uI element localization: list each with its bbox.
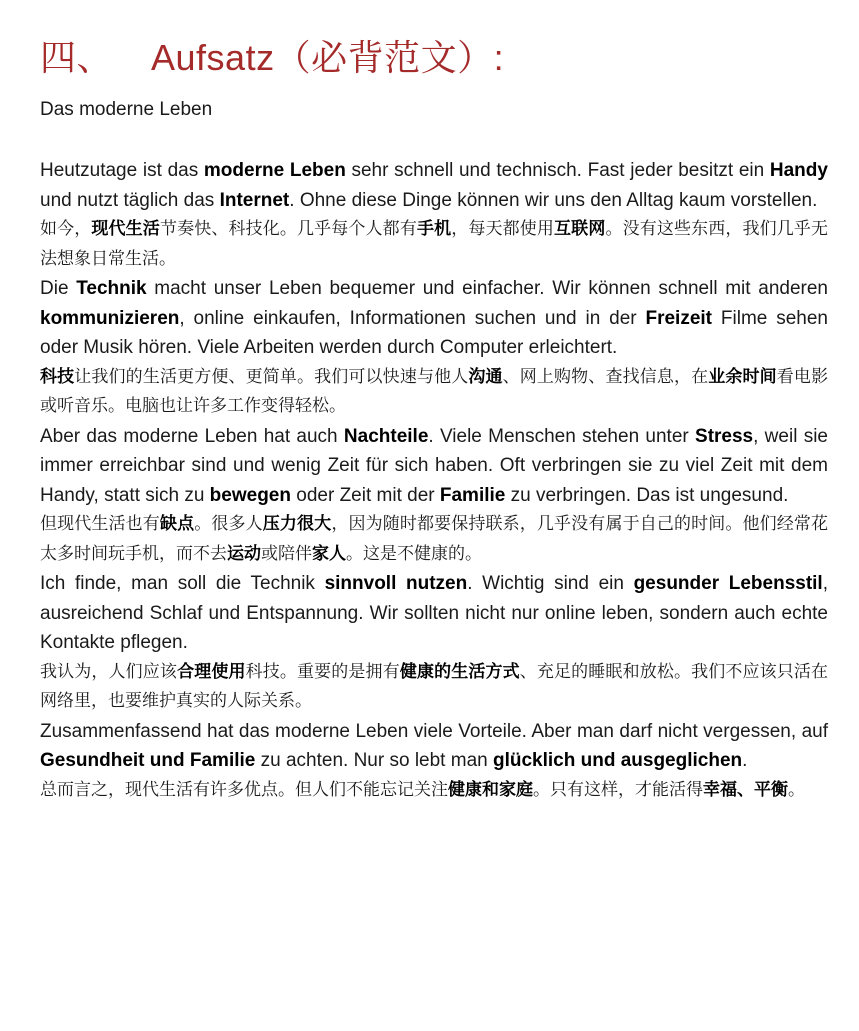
section-heading <box>40 34 504 83</box>
text-segment: 。很多人 <box>194 514 263 534</box>
keyword-bold: 沟通 <box>468 366 503 387</box>
keyword-bold: 幸福、平衡 <box>703 779 788 800</box>
text-segment: 看电影或听音乐。电脑也让许多工作变得轻松。 <box>40 366 829 416</box>
text-segment: macht unser Leben bequemer und einfacher. Wir können schnell mit anderen <box>146 278 828 299</box>
text-segment: ，因为随时都要保持联系，几乎没有属于自己的时间。他们经常花太多时间玩手机，而不去 <box>40 514 829 564</box>
keyword-bold: 手机 <box>416 219 452 239</box>
text-segment: 。这是不健康的。 <box>346 543 482 564</box>
keyword-bold: 互联网 <box>554 219 606 239</box>
keyword-bold: 健康和家庭 <box>448 779 533 800</box>
text-segment: Zusammenfassend hat das moderne Leben viele Vorteile. Aber man darf nicht vergessen, auf <box>40 720 828 742</box>
keyword-bold: glücklich und ausgeglichen <box>492 750 743 771</box>
text-segment: , online einkaufen, Informationen suchen und in der <box>179 307 646 329</box>
chinese-paragraph <box>40 363 828 422</box>
keyword-bold: 家人 <box>312 543 346 564</box>
text-segment: , weil sie immer erreichbar sind und wenig Zeit für sich haben. Oft verbringen sie zu viel Zeit mit dem Handy, statt sich zu <box>40 425 828 506</box>
chinese-paragraph <box>40 776 828 806</box>
text-segment: 我认为，人们应该 <box>40 661 178 682</box>
keyword-bold: sinnvoll nutzen <box>324 573 468 594</box>
keyword-bold: 业余时间 <box>708 366 777 387</box>
chinese-paragraph <box>40 510 828 569</box>
text-segment: Die <box>40 278 77 299</box>
german-paragraph <box>40 156 828 215</box>
text-segment: sehr schnell und technisch. Fast jeder besitzt ein <box>345 160 770 181</box>
text-segment: 让我们的生活更方便、更简单。我们可以快速与他人 <box>74 366 469 387</box>
chinese-paragraph <box>40 215 828 274</box>
section-title: Aufsatz（必背范文）: <box>151 37 505 78</box>
text-segment: , ausreichend Schlaf und Entspannung. Wir sollten nicht nur online leben, sondern auch echte Kontakte pflegen. <box>40 573 828 653</box>
chinese-paragraph <box>40 658 828 717</box>
text-segment: 或陪伴 <box>261 543 312 564</box>
keyword-bold: 科技 <box>40 366 75 387</box>
german-paragraph <box>40 422 828 511</box>
keyword-bold: 现代生活 <box>91 219 160 239</box>
keyword-bold: kommunizieren <box>40 307 180 329</box>
text-segment: Heutzutage ist das <box>40 160 204 181</box>
section-number: 四、 <box>40 38 114 79</box>
keyword-bold: bewegen <box>209 484 291 506</box>
text-segment: 总而言之，现代生活有许多优点。但人们不能忘记关注 <box>40 779 448 800</box>
text-segment: 。只有这样，才能活得 <box>533 779 703 800</box>
text-segment: 、网上购物、查找信息，在 <box>502 366 709 387</box>
german-paragraph <box>40 274 828 363</box>
keyword-bold: Stress <box>695 425 754 447</box>
text-segment: Aber das moderne Leben hat auch <box>40 425 344 447</box>
text-segment: . Ohne diese Dinge können wir uns den Alltag kaum vorstellen. <box>289 189 818 211</box>
text-segment: und nutzt täglich das <box>40 189 220 211</box>
german-paragraph <box>40 569 828 658</box>
text-segment: Ich finde, man soll die Technik <box>40 573 325 594</box>
keyword-bold: Familie <box>439 484 506 506</box>
essay-body <box>40 156 828 805</box>
text-segment: 但现代生活也有 <box>40 514 160 534</box>
german-paragraph <box>40 717 828 776</box>
text-segment: 如今， <box>40 219 92 239</box>
keyword-bold: Freizeit <box>645 307 713 329</box>
essay-title: Das moderne Leben <box>40 99 213 120</box>
keyword-bold: gesunder Lebensstil <box>633 573 823 594</box>
keyword-bold: 压力很大 <box>262 514 332 534</box>
text-segment: zu verbringen. Das ist ungesund. <box>505 484 789 506</box>
text-segment: ，每天都使用 <box>451 219 555 239</box>
text-segment: . <box>742 750 748 771</box>
text-segment: 。 <box>788 779 805 800</box>
text-segment: oder Zeit mit der <box>290 484 440 506</box>
keyword-bold: 健康的生活方式 <box>399 661 520 682</box>
keyword-bold: 缺点 <box>159 514 195 534</box>
keyword-bold: Technik <box>76 278 147 299</box>
text-segment: . Viele Menschen stehen unter <box>428 425 696 447</box>
text-segment: 。没有这些东西，我们几乎无法想象日常生活。 <box>40 219 829 269</box>
keyword-bold: moderne Leben <box>203 160 346 181</box>
text-segment: 节奏快、科技化。几乎每个人都有 <box>159 219 417 239</box>
keyword-bold: Nachteile <box>343 425 429 447</box>
text-segment: zu achten. Nur so lebt man <box>255 750 493 771</box>
keyword-bold: 合理使用 <box>177 661 246 682</box>
keyword-bold: 运动 <box>227 543 261 564</box>
keyword-bold: Gesundheit und Familie <box>40 750 256 771</box>
text-segment: . Wichtig sind ein <box>467 573 634 594</box>
keyword-bold: Internet <box>219 189 290 211</box>
keyword-bold: Handy <box>769 160 828 181</box>
text-segment: Filme sehen oder Musik hören. Viele Arbeiten werden durch Computer erleichtert. <box>40 307 828 358</box>
text-segment: 科技。重要的是拥有 <box>245 661 400 682</box>
text-segment: 、充足的睡眠和放松。我们不应该只活在网络里，也要维护真实的人际关系。 <box>40 661 829 711</box>
